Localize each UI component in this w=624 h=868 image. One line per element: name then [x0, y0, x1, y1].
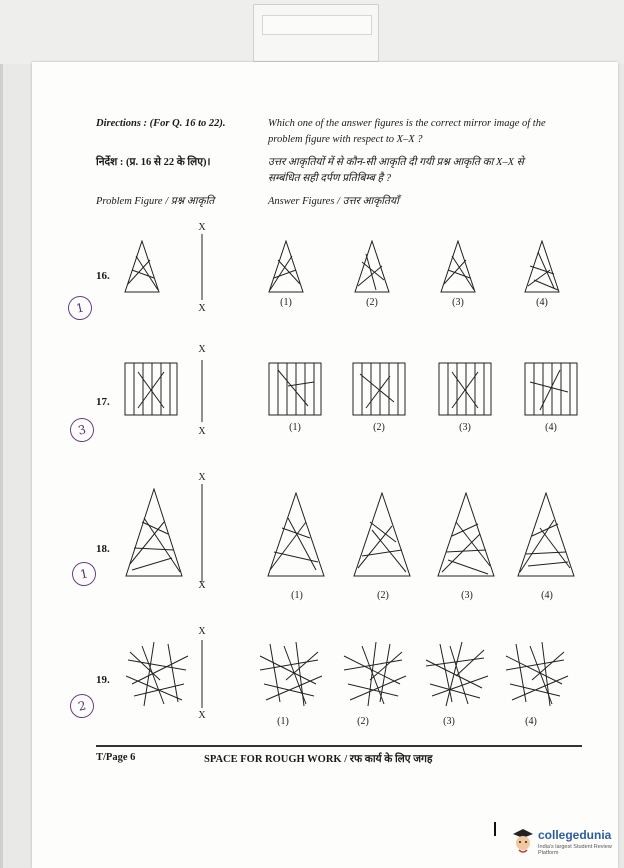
axis-x-bottom-17: X [198, 426, 206, 437]
option-label-18-3: (3) [461, 590, 473, 601]
page-number: T/Page 6 [96, 752, 136, 763]
answer-figure-16-2 [354, 240, 390, 294]
question-number-17: 17. [96, 396, 110, 408]
question-number-18: 18. [96, 543, 110, 555]
question-english-line1: Which one of the answer figures is the correct mirror image of the [268, 118, 546, 129]
option-label-18-1: (1) [291, 590, 303, 601]
option-label-16-3: (3) [452, 297, 464, 308]
binder-clip [253, 4, 379, 62]
answer-figure-18-1 [266, 492, 326, 578]
directions-english: Directions : (For Q. 16 to 22). [96, 118, 226, 129]
option-label-19-1: (1) [277, 716, 289, 727]
handwritten-answer-mark-18: 1 [70, 560, 98, 588]
option-label-17-1: (1) [289, 422, 301, 433]
axis-x-top-19: X [198, 626, 206, 637]
option-label-17-2: (2) [373, 422, 385, 433]
option-label-19-2: (2) [357, 716, 369, 727]
axis-x-bottom-19: X [198, 710, 206, 721]
question-number-19: 19. [96, 674, 110, 686]
question-hindi-line1: उत्तर आकृतियों में से कौन-सी आकृति दी गयी प्रश्न आकृति का X–X से [268, 157, 524, 168]
question-number-16: 16. [96, 270, 110, 282]
problem-figure-label: Problem Figure / प्रश्न आकृति [96, 196, 215, 207]
watermark-name: collegedunia [538, 828, 612, 842]
collegedunia-watermark [510, 826, 620, 860]
directions-hindi: निर्देश : (प्र. 16 से 22 के लिए)। [96, 157, 211, 168]
answer-figure-18-2 [352, 492, 412, 578]
graduate-mascot-icon [512, 828, 534, 854]
answer-figure-17-2 [352, 362, 406, 416]
answer-figure-18-4 [516, 492, 576, 578]
option-label-16-2: (2) [366, 297, 378, 308]
rough-work-label: SPACE FOR ROUGH WORK / रफ कार्य के लिए जगह [204, 754, 433, 765]
option-label-18-4: (4) [541, 590, 553, 601]
problem-figure-17 [124, 362, 178, 416]
footer-divider [96, 745, 582, 747]
answer-figure-18-3 [436, 492, 496, 578]
pen-mark [494, 822, 496, 836]
option-label-19-3: (3) [443, 716, 455, 727]
page-left-edge [0, 0, 3, 868]
axis-x-bottom-16: X [198, 303, 206, 314]
problem-figure-19 [124, 640, 192, 708]
answer-figure-19-4 [502, 640, 570, 708]
handwritten-answer-mark-17: 3 [68, 416, 96, 444]
handwritten-answer-mark-19: 2 [68, 692, 96, 720]
axis-x-bottom-18: X [198, 580, 206, 591]
option-label-16-1: (1) [280, 297, 292, 308]
axis-x-top-16: X [198, 222, 206, 233]
answer-figure-19-3 [422, 640, 490, 708]
option-label-19-4: (4) [525, 716, 537, 727]
answer-figure-16-4 [524, 240, 560, 294]
question-english-line2: problem figure with respect to X–X ? [268, 134, 423, 145]
answer-figure-17-3 [438, 362, 492, 416]
question-hindi-line2: सम्बंधित सही दर्पण प्रतिबिम्ब है ? [268, 173, 391, 184]
handwritten-answer-mark-16: 1 [66, 294, 94, 322]
answer-figure-19-2 [340, 640, 408, 708]
axis-x-top-18: X [198, 472, 206, 483]
problem-figure-18 [124, 488, 184, 578]
answer-figure-16-3 [440, 240, 476, 294]
answer-figure-16-1 [268, 240, 304, 294]
option-label-17-4: (4) [545, 422, 557, 433]
watermark-tagline: India's largest Student Review Platform [538, 844, 612, 856]
answer-figure-17-1 [268, 362, 322, 416]
option-label-16-4: (4) [536, 297, 548, 308]
answer-figure-17-4 [524, 362, 578, 416]
problem-figure-16 [124, 240, 160, 294]
answer-figure-19-1 [256, 640, 324, 708]
option-label-18-2: (2) [377, 590, 389, 601]
option-label-17-3: (3) [459, 422, 471, 433]
axis-x-top-17: X [198, 344, 206, 355]
answer-figures-label: Answer Figures / उत्तर आकृतियाँ [268, 196, 399, 207]
